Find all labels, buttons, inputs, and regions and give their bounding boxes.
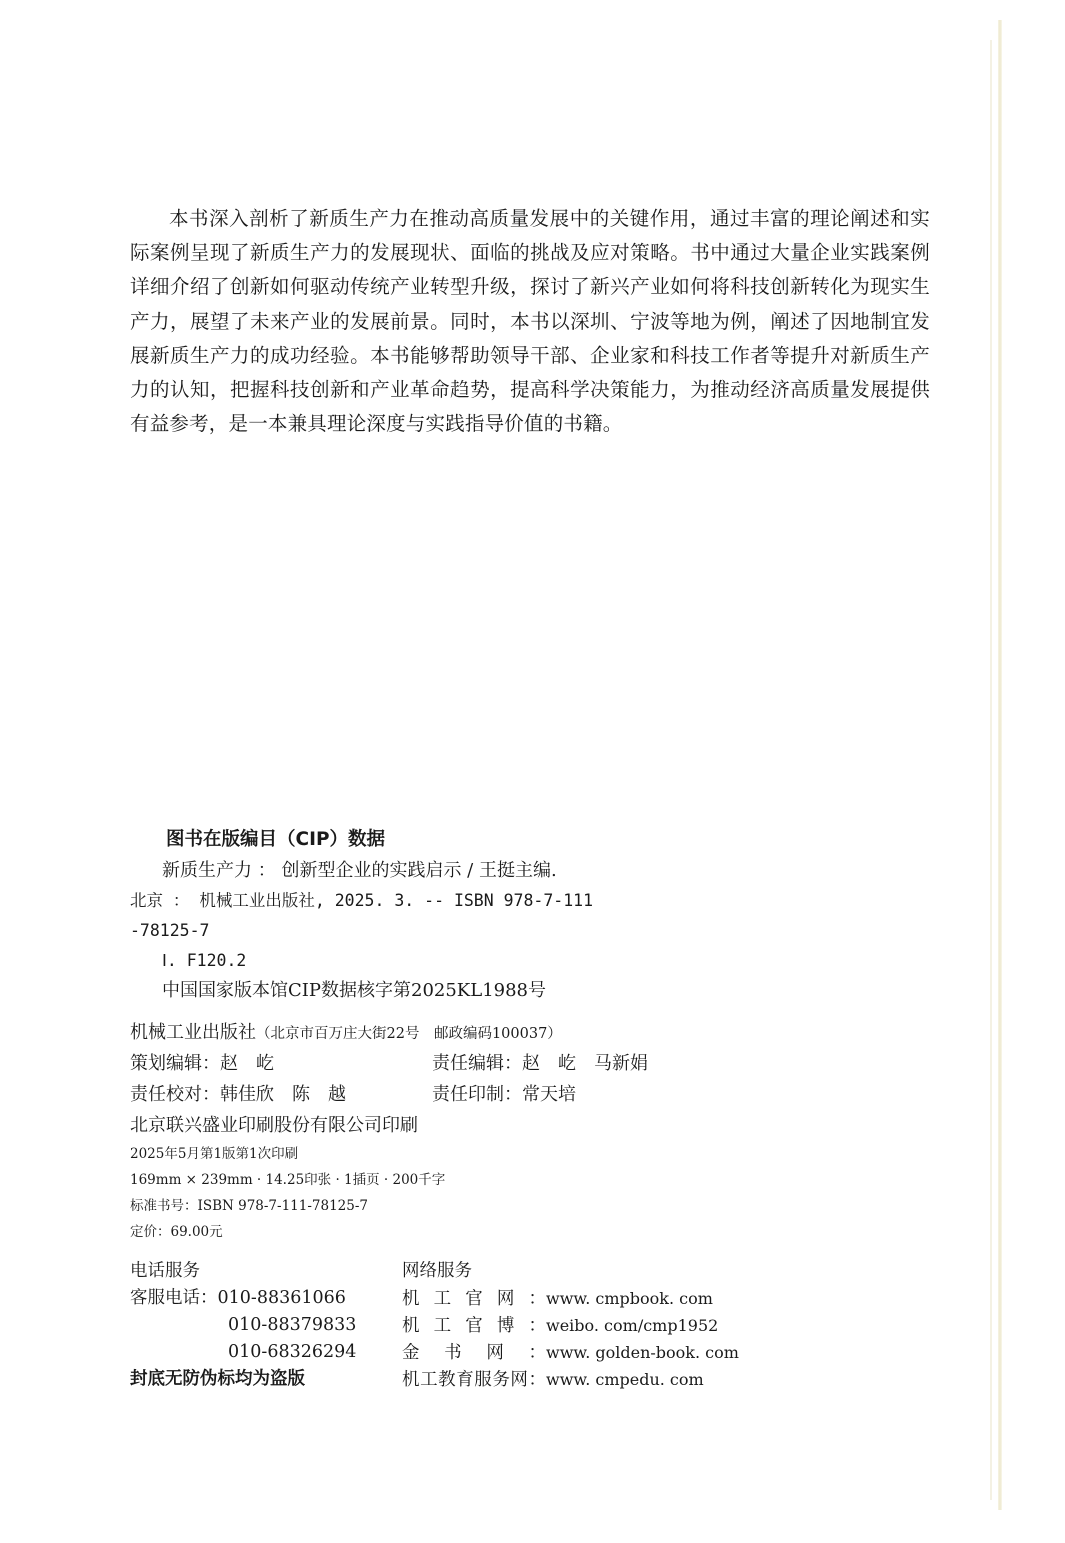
web-service <box>402 1258 902 1393</box>
anti-piracy-notice: 封底无防伪标均为盗版 <box>130 1369 305 1389</box>
editors-row <box>130 1048 930 1079</box>
proofreader: 责任校对：韩佳欣 陈 越 <box>130 1084 346 1105</box>
phone-number-1: 010-88361066 <box>217 1288 346 1308</box>
cip-title: 图书在版编目（CIP）数据 <box>166 829 386 850</box>
phone-number-2: 010-88379833 <box>228 1315 357 1335</box>
isbn-info: 标准书号：ISBN 978-7-111-78125-7 <box>130 1198 369 1214</box>
phone-number-3: 010-68326294 <box>228 1342 357 1362</box>
cip-line-title-author: 新质生产力 ： 创新型企业的实践启示 / 王挺主编. <box>162 860 557 881</box>
printer: 北京联兴盛业印刷股份有限公司印刷 <box>130 1115 418 1136</box>
phone-line-1 <box>130 1285 390 1312</box>
web-heading: 网络服务 <box>402 1261 472 1281</box>
proof-print-row <box>130 1079 930 1110</box>
web-url-4[interactable]: www. cmpedu. com <box>546 1370 704 1389</box>
web-line-1 <box>402 1285 902 1312</box>
cip-line-classification: Ⅰ. F120.2 <box>162 951 247 970</box>
format-info: 169mm × 239mm · 14.25印张 · 1插页 · 200千字 <box>130 1172 446 1188</box>
publication-info <box>130 1017 930 1245</box>
web-label-1: 机工官网： <box>402 1289 546 1309</box>
planning-editor: 策划编辑：赵 屹 <box>130 1053 274 1074</box>
page-edge-shadow <box>990 40 992 1500</box>
cip-line-publisher: 北京 ： 机械工业出版社, 2025. 3. -- ISBN 978-7-111 <box>130 891 594 910</box>
edition-info: 2025年5月第1版第1次印刷 <box>130 1146 299 1162</box>
web-line-3 <box>402 1339 902 1366</box>
phone-heading: 电话服务 <box>130 1261 200 1281</box>
publisher-line <box>130 1017 930 1048</box>
print-editor: 责任印制：常天培 <box>432 1084 576 1105</box>
web-label-2: 机工官博： <box>402 1316 546 1336</box>
web-url-3[interactable]: www. golden-book. com <box>546 1343 739 1362</box>
price-info: 定价：69.00元 <box>130 1224 223 1240</box>
publisher-name: 机械工业出版社 <box>130 1022 256 1043</box>
web-url-1[interactable]: www. cmpbook. com <box>546 1289 713 1308</box>
book-introduction <box>130 202 930 441</box>
responsible-editor: 责任编辑：赵 屹 马新娟 <box>432 1053 648 1074</box>
page-edge <box>998 20 1002 1510</box>
web-line-2 <box>402 1312 902 1339</box>
web-line-4 <box>402 1366 902 1393</box>
web-label-3: 金书网： <box>402 1343 546 1363</box>
cip-line-record-number: 中国国家版本馆CIP数据核字第2025KL1988号 <box>162 980 547 1001</box>
phone-label: 客服电话： <box>130 1288 218 1308</box>
web-url-2[interactable]: weibo. com/cmp1952 <box>546 1316 719 1335</box>
cip-line-isbn-cont: -78125-7 <box>130 921 210 940</box>
publisher-address: （北京市百万庄大街22号 邮政编码100037） <box>256 1026 562 1042</box>
phone-service <box>130 1258 390 1393</box>
cip-data-block <box>130 824 770 1006</box>
web-label-4: 机工教育服务网： <box>402 1370 546 1390</box>
intro-paragraph: 本书深入剖析了新质生产力在推动高质量发展中的关键作用，通过丰富的理论阐述和实际案例呈现了新质生产力的发展现状、面临的挑战及应对策略。书中通过大量企业实践案例详细介绍了创新如何驱动传统产业转型升级，探讨了新兴产业如何将科技创新转化为现实生产力，展望了未来产业的发展前景。同时，本书以深圳、宁波等地为例，阐述了因地制宜发展新质生产力的成功经验。本书能够帮助领导干部、企业家和科技工作者等提升对新质生产力的认知，把握科技创新和产业革命趋势，提高科学决策能力，为推动经济高质量发展提供有益参考，是一本兼具理论深度与实践指导价值的书籍。 <box>130 207 930 436</box>
